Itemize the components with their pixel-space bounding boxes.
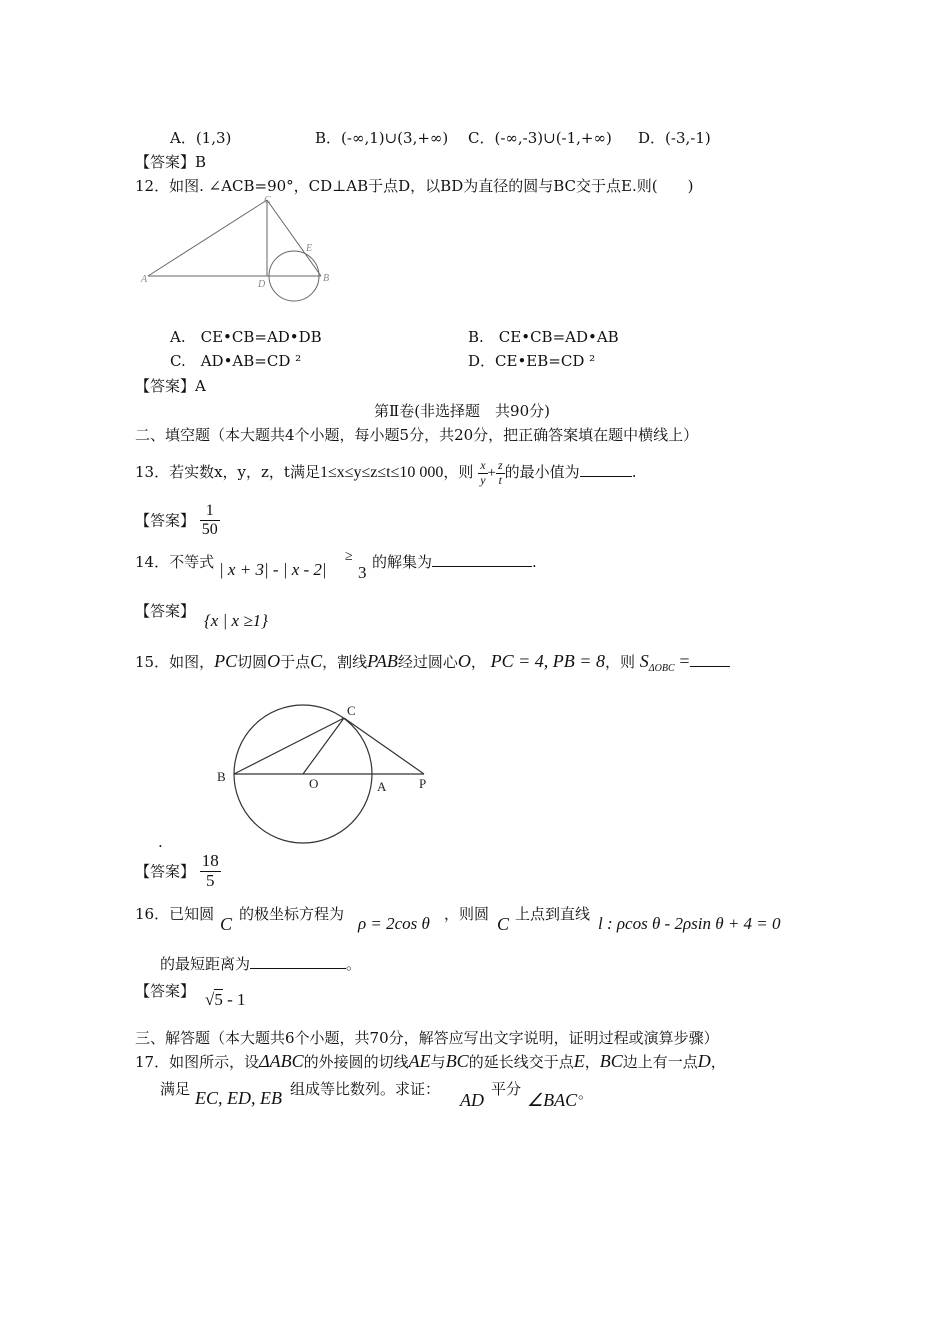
section2-heading: 二、填空题（本大题共4个小题，每小题5分，共20分，把正确答案填在题中横线上）	[135, 426, 699, 444]
q15-figure	[212, 700, 437, 848]
q17-t2: 的外接圆的切线	[303, 1053, 409, 1071]
q17-t6: 边上有一点	[622, 1053, 698, 1071]
q14-answer: {x | x ≥1}	[204, 611, 268, 630]
fig12-label-e: E	[306, 243, 313, 254]
q13-mid: ，则	[443, 463, 474, 481]
q12-option-c: C. AD•AB=CD ²	[170, 352, 302, 370]
q14-ge: ≥	[345, 549, 353, 564]
q11-option-a: A．(1,3)	[170, 129, 232, 147]
q16-c1: C	[220, 914, 233, 934]
q17-t3: 与	[430, 1053, 446, 1071]
q16-t1: 16．已知圆	[135, 905, 215, 923]
q11-option-d: D．(-3,-1)	[638, 129, 711, 147]
q11-option-c: C．(-∞,-3)∪(-1,+∞)	[468, 129, 612, 147]
section2-title: 第Ⅱ卷(非选择题 共90分)	[374, 402, 550, 420]
q15-condition: PC = 4, PB = 8	[490, 651, 605, 671]
fig15-label-o: O	[309, 776, 319, 791]
q15-o2: O	[457, 651, 471, 671]
q16-t5-line	[160, 953, 361, 974]
q13-end: .	[631, 463, 637, 481]
q14-prefix: 14．不等式	[135, 553, 215, 571]
q17-t4: 的延长线交于点	[468, 1053, 574, 1071]
q16-answer	[205, 990, 246, 1010]
q14-suffix-text: 的解集为	[372, 553, 433, 571]
q16-line: l : ρcos θ - 2ρsin θ + 4 = 0	[598, 914, 781, 933]
frac-num: 18	[201, 851, 219, 870]
q16-eq1: ρ = 2cos θ	[358, 914, 430, 933]
q15-t1: 15．如图，	[135, 653, 215, 671]
fig12-label-b: B	[323, 273, 330, 284]
q12-option-b: B. CE•CB=AD•AB	[468, 328, 619, 346]
q13-plus: +	[487, 465, 496, 481]
q15-answer-blank	[690, 652, 730, 667]
q15-pab: PAB	[367, 651, 398, 671]
q16-t3: ，则圆	[444, 905, 490, 923]
answer-label: 【答案】	[135, 862, 196, 881]
frac-num: z	[498, 458, 503, 473]
q15-t5: 经过圆心	[397, 653, 458, 671]
q16-answer-blank	[250, 954, 346, 969]
q17-ad: AD	[460, 1090, 484, 1110]
q12-option-a: A. CE•CB=AD•DB	[170, 328, 322, 346]
q17-t10: 平分	[491, 1080, 522, 1098]
fig15-label-c: C	[347, 703, 356, 718]
q17-t9: 组成等比数列。求证：	[290, 1080, 441, 1098]
q17-t7: ，	[710, 1053, 726, 1071]
q11-option-b: B．(-∞,1)∪(3,+∞)	[315, 129, 449, 147]
q17-e: E	[573, 1051, 585, 1071]
q14-suffix	[372, 551, 537, 572]
q16-t2: 的极坐标方程为	[239, 905, 345, 923]
frac-den: t	[498, 472, 502, 487]
q15-o: O	[267, 651, 281, 671]
frac-den: 5	[206, 870, 215, 890]
q17-seq: EC, ED, EB	[195, 1088, 282, 1108]
q16-end: 。	[346, 955, 362, 973]
q13-answer	[135, 502, 220, 538]
q17-t8: 满足	[160, 1080, 191, 1098]
q15-t3: 于点	[280, 653, 311, 671]
sqrt-icon: √	[205, 990, 215, 1009]
fig12-label-d: D	[258, 279, 266, 290]
q12-answer	[135, 375, 206, 396]
q13-suffix: 的最小值为	[504, 463, 580, 481]
q13-frac-xy	[478, 459, 487, 486]
q16-t4: 上点到直线	[515, 905, 591, 923]
q12-stem: 12．如图. ∠ACB=90°，CD⊥AB于点D，以BD为直径的圆与BC交于点E.则( )	[135, 177, 694, 195]
q17-bc2: BC	[599, 1051, 623, 1071]
q16-answer-tail: - 1	[222, 990, 246, 1009]
frac-den: y	[480, 472, 486, 487]
answer-value: B	[195, 153, 207, 171]
q17-abc: ΔABC	[259, 1051, 304, 1071]
q17-end: 。	[578, 1084, 594, 1102]
q13-answer-blank	[580, 462, 632, 477]
q15-sub: ΔOBC	[648, 663, 675, 674]
q13-frac-zt	[496, 459, 505, 486]
q15-stem	[135, 650, 730, 680]
q15-t6: ，	[470, 653, 486, 671]
q16-t5: 的最短距离为	[160, 955, 251, 973]
q15-pc: PC	[214, 651, 238, 671]
q13-condition: 1≤x≤y≤z≤t≤10 000	[319, 464, 444, 481]
q15-c: C	[310, 651, 323, 671]
q17-ae: AE	[408, 1051, 431, 1071]
q14-rhs: 3	[358, 563, 367, 582]
q16-answer-label: 【答案】	[135, 982, 196, 1000]
q14-end: .	[532, 553, 537, 571]
frac-num: 1	[200, 502, 220, 521]
answer-value: A	[195, 377, 206, 395]
q12-option-d: D．CE•EB=CD ²	[468, 352, 596, 370]
q17-d: D	[697, 1051, 711, 1071]
q17-t5: ，	[584, 1053, 600, 1071]
q14-answer-label: 【答案】	[135, 602, 196, 620]
q12-figure	[140, 195, 340, 305]
fig15-label-b: B	[217, 769, 226, 784]
q14-answer-blank	[432, 552, 532, 567]
q16-c2: C	[497, 914, 510, 934]
q13-answer-frac	[200, 502, 220, 538]
section3-heading: 三、解答题（本大题共6个小题，共70分，解答应写出文字说明，证明过程或演算步骤）	[135, 1029, 719, 1047]
q17-bc: BC	[445, 1051, 469, 1071]
frac-den: 50	[201, 520, 218, 538]
q15-s: S	[639, 651, 649, 671]
answer-label: 【答案】	[135, 153, 196, 171]
q17-line1	[135, 1050, 726, 1073]
q13-prefix: 13．若实数x，y，z，t满足	[135, 463, 320, 481]
q17-t1: 17．如图所示，设	[135, 1053, 260, 1071]
q15-dot: .	[158, 833, 163, 851]
answer-label: 【答案】	[135, 377, 196, 395]
q15-eq: =	[679, 651, 690, 671]
q11-answer	[135, 151, 206, 172]
q15-t4: ，割线	[322, 653, 368, 671]
fig12-label-a: A	[141, 274, 148, 285]
q15-t7: ，则	[604, 653, 635, 671]
frac-num: x	[480, 458, 486, 473]
q15-answer-frac	[200, 852, 221, 890]
q16-answer-radicand: 5	[214, 990, 223, 1009]
q15-answer	[135, 852, 221, 890]
q14-expr: | x + 3| - | x - 2|	[219, 560, 327, 579]
fig15-label-p: P	[419, 776, 427, 791]
answer-label: 【答案】	[135, 511, 196, 530]
q17-bac: ∠BAC	[527, 1090, 578, 1110]
q13-stem	[135, 455, 636, 490]
q15-t2: 切圆	[237, 653, 268, 671]
fig15-label-a: A	[377, 779, 387, 794]
fig12-label-c: C	[264, 195, 271, 206]
